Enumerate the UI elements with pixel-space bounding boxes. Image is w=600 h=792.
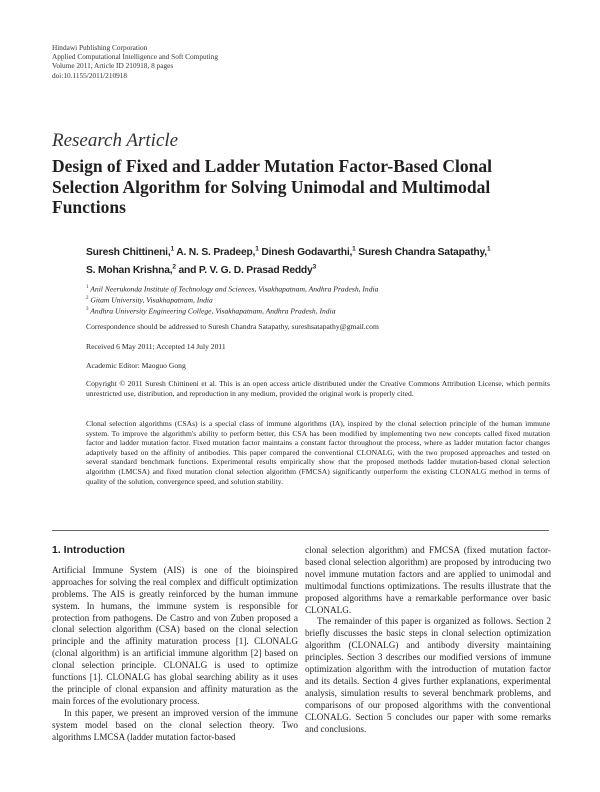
affiliations (86, 283, 550, 316)
affiliation: $^2$ Gitam University, Visakhapatnam, India (86, 295, 213, 305)
paragraph: In this paper, we present an improved version of the immune system model based on the clonal selection theory. Two algorithms LMCSA (ladder mutation factor-based (52, 707, 298, 742)
journal-name: Applied Computational Intelligence and Soft Computing (52, 52, 218, 62)
left-column (52, 545, 298, 744)
author: and P. V. G. D. Prasad Reddy$^3$ (178, 263, 316, 276)
section-divider (52, 530, 549, 531)
volume-info: Volume 2011, Article ID 210918, 8 pages (52, 61, 174, 71)
author: Suresh Chittineni,$^1$ (86, 246, 174, 259)
copyright-notice: Copyright © 2011 Suresh Chittineni et al. This is an open access article distributed under the Creative Commons Attribution License, which permits unrestricted use, distribution, and reproduction in any medium, provided the original work is properly cited. (86, 379, 550, 398)
academic-editor: Academic Editor: Maoguo Gong (86, 361, 186, 370)
journal-header (52, 43, 218, 80)
affiliation: $^3$ Andhra University Engineering College, Visakhapatnam, Andhra Pradesh, India (86, 306, 336, 316)
received-dates: Received 6 May 2011; Accepted 14 July 2011 (86, 342, 226, 351)
article-type: Research Article (52, 130, 179, 151)
author: Suresh Chandra Satapathy,$^1$ (358, 246, 491, 259)
correspondence: Correspondence should be addressed to Suresh Chandra Satapathy, sureshsatapathy@gmail.com (86, 322, 379, 331)
paragraph: The remainder of this paper is organized as follows. Section 2 briefly discusses the basic steps in clonal selection optimization algorithm (CLONALG) and antibody diversity maintaining principles. Section 3 describes our modified versions of immune optimization algorithm with the introduction of mutation factor and its details. Section 4 gives further explanations, experimental analysis, simulation results to several benchmark problems, and comparisons of our proposed algorithms with the conventional CLONALG. Section 5 concludes our paper with some remarks and conclusions. (305, 616, 551, 734)
abstract: Clonal selection algorithms (CSAs) is a special class of immune algorithms (IA), inspired by the clonal selection principle of the human immune system. To improve the algorithm's ability to perform better, this CSA has been modified by implementing two new concepts called fixed mutation factor and ladder mutation factor. Fixed mutation factor maintains a constant factor throughout the process, where as ladder mutation factor changes adaptively based on the affinity of antibodies. This paper compared the conventional CLONALG, with the two proposed approaches and tested on several standard benchmark functions. Experimental results empirically show that the proposed methods ladder mutation-based clonal selection algorithm (LMCSA) and fixed mutation clonal selection algorithm (FMCSA) significantly outperform the existing CLONALG method in terms of quality of the solution, convergence speed, and solution stability. (86, 419, 550, 486)
affiliation: $^1$ Anil Neerukonda Institute of Technology and Sciences, Visakhapatnam, Andhra Pradesh, India (86, 284, 379, 294)
doi: doi:10.1155/2011/210918 (52, 70, 128, 80)
paper-title: Design of Fixed and Ladder Mutation Factor-Based Clonal Selection Algorithm for Solving Unimodal and Multimodal Functions (52, 156, 492, 217)
email-link[interactable]: sureshsatapathy@gmail.com (291, 322, 379, 331)
author: A. N. S. Pradeep,$^1$ (176, 246, 259, 259)
section-heading: 1. Introduction (52, 544, 125, 556)
paragraph: Artificial Immune System (AIS) is one of the bioinspired approaches for solving the real complex and difficult optimization problems. The AIS is greatly reinforced by the human immune system. In humans, the immune system is responsible for protection from pathogens. De Castro and von Zuben proposed a clonal selection algorithm (CSA) based on the clonal selection principle and the affinity maturation process [1]. CLONALG (clonal algorithm) is an artificial immune algorithm [2] based on clonal selection principle. CLONALG is used to optimize functions [1]. CLONALG has global searching ability as it uses the principle of clonal expansion and affinity maturation as the main forces of the evolutionary process. (52, 564, 298, 706)
author: Dinesh Godavarthi,$^1$ (261, 246, 356, 259)
right-column (305, 545, 551, 736)
author: S. Mohan Krishna,$^2$ (86, 263, 176, 276)
publisher: Hindawi Publishing Corporation (52, 43, 148, 52)
author-list (86, 243, 556, 277)
paragraph: clonal selection algorithm) and FMCSA (fixed mutation factor-based clonal selection algorithm) are proposed by introducing two novel immune mutation factors and are applied to unimodal and multimodal functions optimizations. The results illustrate that the proposed algorithms have a remarkable performance over basic CLONALG. (305, 545, 551, 615)
